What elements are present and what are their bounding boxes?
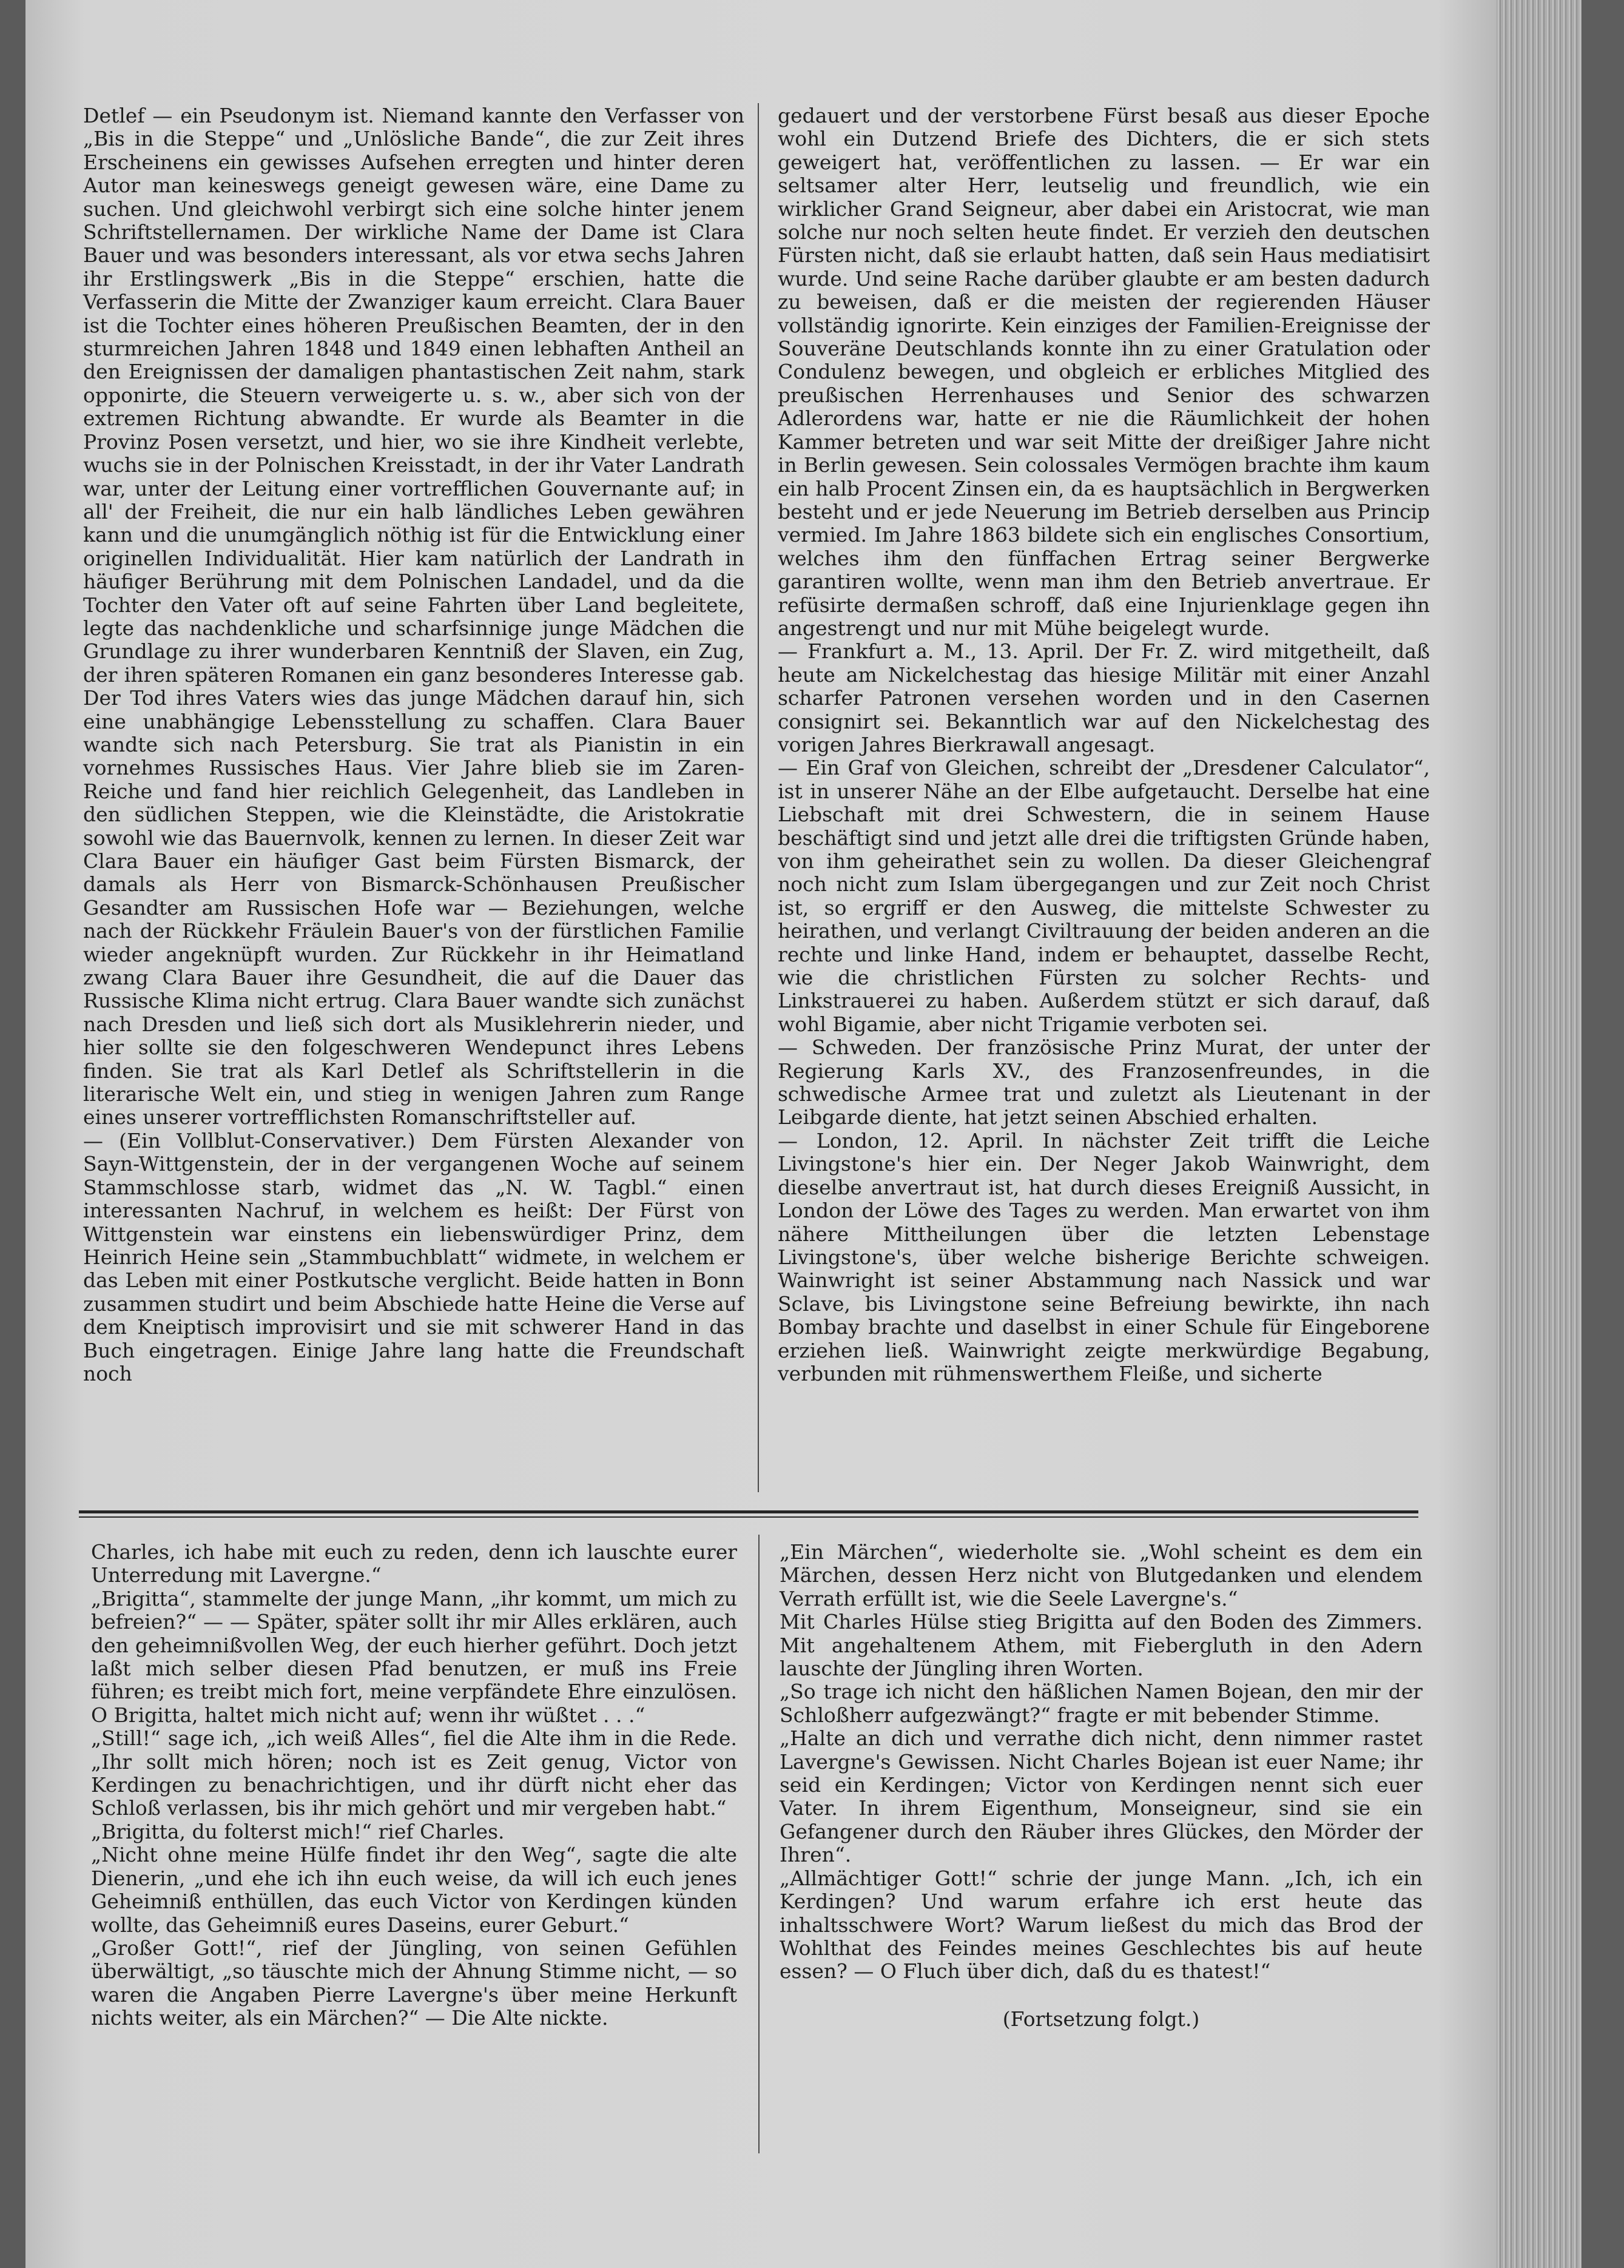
column-divider bbox=[758, 1535, 760, 2153]
top-left-column bbox=[83, 104, 744, 1499]
story-paragraph: „Halte an dich und verrathe dich nicht, denn nimmer rastet Lavergne's Gewissen. Nicht Charles Bojean ist euer Name; ihr seid ein Kerdingen; Victor von Kerdingen nennt sich euer Vater. In ihrem Eigenthum, Monseigneur, sind sie ein Gefangener durch den Räuber ihres Glückes, den Mörder der Ihren“. bbox=[780, 1726, 1423, 1867]
story-paragraph: „Nicht ohne meine Hülfe findet ihr den Weg“, sagte die alte Dienerin, „und ehe ich ihn euch weise, da will ich euch jenes Geheimniß enthüllen, das euch Victor von Kerdingen künden wollte, das Geheimniß eures Daseins, eurer Geburt.“ bbox=[91, 1843, 737, 1937]
story-paragraph: „Ein Märchen“, wiederholte sie. „Wohl scheint es dem ein Märchen, dessen Herz nicht von Blutgedanken und elendem Verrath erfüllt ist, wie die Seele Lavergne's.“ bbox=[780, 1540, 1423, 1610]
story-paragraph: „Brigitta, du folterst mich!“ rief Charles. bbox=[91, 1819, 505, 1843]
scan-background-left bbox=[0, 0, 25, 2268]
story-paragraph: Mit Charles Hülse stieg Brigitta auf den Boden des Zimmers. Mit angehaltenem Athem, mit Fiebergluth in den Adern lauschte der Jüngling ihren Worten. bbox=[780, 1610, 1423, 1681]
story-paragraph: „Großer Gott!“, rief der Jüngling, von seinen Gefühlen überwältigt, „so täuschte mich der Ahnung Stimme nicht, — so waren die Angaben Pierre Lavergne's über meine Herkunft nichts weiter, als ein Märchen?“ — Die Alte nickte. bbox=[91, 1936, 737, 2030]
column-divider bbox=[758, 103, 759, 1492]
continuation-note: (Fortsetzung folgt.) bbox=[1002, 2007, 1200, 2031]
paragraph-london: — London, 12. April. In nächster Zeit trifft die Leiche Livingstone's hier ein. Der Neger Jakob Wainwright, dem dieselbe anvertraut ist, hat durch dieses Ereigniß Aussicht, in London der Löwe des Tages zu werden. Man erwartet von ihm nähere Mittheilungen über die letzten Lebenstage Livingstone's, über welche bisherige Berichte schweigen. Wainwright ist seiner Abstammung nach Nassick und war Sclave, bis Livingstone seine Befreiung bewirkte, ihn nach Bombay brachte und daselbst in einer Schule für Eingeborene erziehen ließ. Wainwright zeigte merkwürdige Begabung, verbunden mit rühmenswerthem Fleiße, und sicherte bbox=[778, 1128, 1430, 1385]
story-paragraph: „So trage ich nicht den häßlichen Namen Bojean, den mir der Schloßherr aufgezwängt?“ fragte er mit bebender Stimme. bbox=[780, 1680, 1423, 1727]
story-paragraph: „Still!“ sage ich, „ich weiß Alles“, fiel die Alte ihm in die Rede. „Ihr sollt mich hören; noch ist es Zeit genug, Victor von Kerdingen zu benachrichtigen, und ihr dürft nicht eher das Schloß verlassen, bis ihr mich gehört und mir vergeben habt.“ bbox=[91, 1726, 737, 1820]
paragraph-fuerst-continued: gedauert und der verstorbene Fürst besaß aus dieser Epoche wohl ein Dutzend Briefe des Dichters, die er sich stets geweigert hat, veröffentlichen zu lassen. — Er war ein seltsamer alter Herr, leutselig und freundlich, wie ein wirklicher Grand Seigneur, aber dabei ein Aristocrat, wie man solche nur noch selten heute findet. Er verzieh den deutschen Fürsten nicht, daß sie erlaubt hatten, daß sein Haus mediatisirt wurde. Und seine Rache darüber glaubte er am besten dadurch zu beweisen, daß er die meisten der regierenden Häuser vollständig ignorirte. Kein einziges der Familien-Ereignisse der Souveräne Deutschlands konnte ihn zu einer Gratulation oder Condulenz bewegen, und obgleich er erbliches Mitglied des preußischen Herrenhauses und Senior des schwarzen Adlerordens war, hatte er nie die Räumlichkeit der hohen Kammer betreten und war seit Mitte der dreißiger Jahre nicht in Berlin gewesen. Sein colossales Vermögen brachte ihm kaum ein halb Procent Zinsen ein, da es hauptsächlich in Bergwerken besteht und er jede Neuerung im Betrieb derselben aus Princip vermied. Im Jahre 1863 bildete sich ein englisches Consortium, welches ihm den fünffachen Ertrag seiner Bergwerke garantiren wollte, wenn man ihm den Betrieb anvertraue. Er refüsirte dermaßen schroff, daß eine Injurienklage gegen ihn angestrengt und nur mit Mühe beigelegt wurde. bbox=[778, 104, 1430, 640]
story-paragraph: „Allmächtiger Gott!“ schrie der junge Mann. „Ich, ich ein Kerdingen? Und warum erfahre ich erst heute das inhaltsschwere Wort? Warum ließest du mich das Brod der Wohlthat des Feindes meines Geschlechtes bis auf heute essen? — O Fluch über dich, daß du es thatest!“ bbox=[780, 1866, 1423, 1984]
paragraph-graf-von-gleichen: — Ein Graf von Gleichen, schreibt der „Dresdener Calculator“, ist in unserer Nähe an der Elbe aufgetaucht. Derselbe hat eine Liebschaft mit drei Schwestern, die in seinem Hause beschäftigt sind und jetzt alle drei die triftigsten Gründe haben, von ihm geheirathet sein zu wollen. Da dieser Gleichengraf noch nicht zum Islam übergegangen und zur Zeit noch Christ ist, so ergriff er den Ausweg, die mittelste Schwester zu heirathen, und verlangt Civiltrauung der beiden anderen an die rechte und linke Hand, indem er behauptet, dasselbe Recht, wie die christlichen Fürsten zu solcher Rechts- und Linkstrauerei zu haben. Außerdem stützt er sich darauf, daß wohl Bigamie, aber nicht Trigamie verboten sei. bbox=[778, 756, 1430, 1036]
story-paragraph: Charles, ich habe mit euch zu reden, denn ich lauschte eurer Unterredung mit Lavergne.“ bbox=[91, 1540, 737, 1587]
paragraph-clara-bauer: Detlef — ein Pseudonym ist. Niemand kannte den Verfasser von „Bis in die Steppe“ und „Unlösliche Bande“, die zur Zeit ihres Erscheinens ein gewisses Aufsehen erregten und hinter deren Autor man keineswegs geneigt gewesen wäre, eine Dame zu suchen. Und gleichwohl verbirgt sich eine solche hinter jenem Schriftstellernamen. Der wirkliche Name der Dame ist Clara Bauer und was besonders interessant, als vor etwa sechs Jahren ihr Erstlingswerk „Bis in die Steppe“ erschien, hatte die Verfasserin die Mitte der Zwanziger kaum erreicht. Clara Bauer ist die Tochter eines höheren Preußischen Beamten, der in den sturmreichen Jahren 1848 und 1849 einen lebhaften Antheil an den Ereignissen der damaligen phantastischen Zeit nahm, stark opponirte, die Steuern verweigerte u. s. w., aber sich von der extremen Richtung abwandte. Er wurde als Beamter in die Provinz Posen versetzt, und hier, wo sie ihre Kindheit verlebte, wuchs sie in der Polnischen Kreisstadt, in der ihr Vater Landrath war, unter der Leitung einer vortrefflichen Gouvernante auf; in all' der Freiheit, die nur ein halb ländliches Leben gewähren kann und die unumgänglich nöthig ist für die Entwicklung einer originellen Individualität. Hier kam natürlich der Landrath in häufiger Berührung mit dem Polnischen Landadel, und da die Tochter den Vater oft auf seine Fahrten über Land begleitete, legte das nachdenkliche und scharfsinnige junge Mädchen die Grundlage zu ihrer wunderbaren Kenntniß der Slaven, ein Zug, der ihren späteren Romanen ein ganz besonderes Interesse gab. Der Tod ihres Vaters wies das junge Mädchen darauf hin, sich eine unabhängige Lebensstellung zu schaffen. Clara Bauer wandte sich nach Petersburg. Sie trat als Pianistin in ein vornehmes Russisches Haus. Vier Jahre blieb sie im Zaren-Reiche und fand hier reichlich Gelegenheit, das Landleben in den südlichen Steppen, wie die Kleinstädte, die Aristokratie sowohl wie das Bauernvolk, kennen zu lernen. In dieser Zeit war Clara Bauer ein häufiger Gast beim Fürsten Bismarck, der damals als Herr von Bismarck-Schönhausen Preußischer Gesandter am Russischen Hofe war — Beziehungen, welche nach der Rückkehr Fräulein Bauer's von der fürstlichen Familie wieder angeknüpft wurden. Zur Rückkehr in ihr Heimatland zwang Clara Bauer ihre Gesundheit, die auf die Dauer das Russische Klima nicht ertrug. Clara Bauer wandte sich zunächst nach Dresden und ließ sich dort als Musiklehrerin nieder, und hier sollte sie den folgeschweren Wendepunct ihres Lebens finden. Sie trat als Karl Detlef als Schriftstellerin in die literarische Welt ein, und stieg in wenigen Jahren zum Range eines unserer vortrefflichsten Romanschriftsteller auf. bbox=[83, 104, 744, 1129]
top-right-column bbox=[778, 104, 1430, 1499]
section-rule-thick bbox=[79, 1510, 1418, 1513]
paragraph-schweden: — Schweden. Der französische Prinz Murat, der unter der Regierung Karls XV., des Franzosenfreundes, in die schwedische Armee trat und zuletzt als Lieutenant in der Leibgarde diente, hat jetzt seinen Abschied erhalten. bbox=[778, 1035, 1430, 1129]
section-rule-thin bbox=[79, 1516, 1418, 1518]
bottom-right-column bbox=[780, 1541, 1423, 2147]
paragraph-frankfurt: — Frankfurt a. M., 13. April. Der Fr. Z. wird mitgetheilt, daß heute am Nickelchestag das hiesige Militär mit einer Anzahl scharfer Patronen versehen worden und in den Casernen consignirt sei. Bekanntlich war auf den Nickelchestag des vorigen Jahres Bierkrawall angesagt. bbox=[778, 639, 1430, 756]
page-edges bbox=[1497, 0, 1624, 2268]
bottom-left-column bbox=[91, 1541, 737, 2147]
paragraph-vollblut-conservativer: — (Ein Vollblut-Conservativer.) Dem Fürsten Alexander von Sayn-Wittgenstein, der in der vergangenen Woche auf seinem Stammschlosse starb, widmet das „N. W. Tagbl.“ einen interessanten Nachruf, in welchem es heißt: Der Fürst von Wittgenstein war einstens ein liebenswürdiger Prinz, dem Heinrich Heine sein „Stammbuchblatt“ widmete, in welchem er das Leben mit einer Postkutsche verglicht. Beide hatten in Bonn zusammen studirt und beim Abschiede hatte Heine die Verse auf dem Kneiptisch improvisirt und sie mit schwerer Hand in das Buch eingetragen. Einige Jahre lang hatte die Freundschaft noch bbox=[83, 1128, 744, 1385]
story-paragraph: „Brigitta“, stammelte der junge Mann, „ihr kommt, um mich zu befreien?“ — — Später, später sollt ihr mir Alles erklären, auch den geheimnißvollen Weg, der euch hierher geführt. Doch jetzt laßt mich selber diesen Pfad benutzen, er muß ins Freie führen; es treibt mich fort, meine verpfändete Ehre einzulösen. O Brigitta, haltet mich nicht auf; wenn ihr wüßtet . . .“ bbox=[91, 1586, 737, 1727]
